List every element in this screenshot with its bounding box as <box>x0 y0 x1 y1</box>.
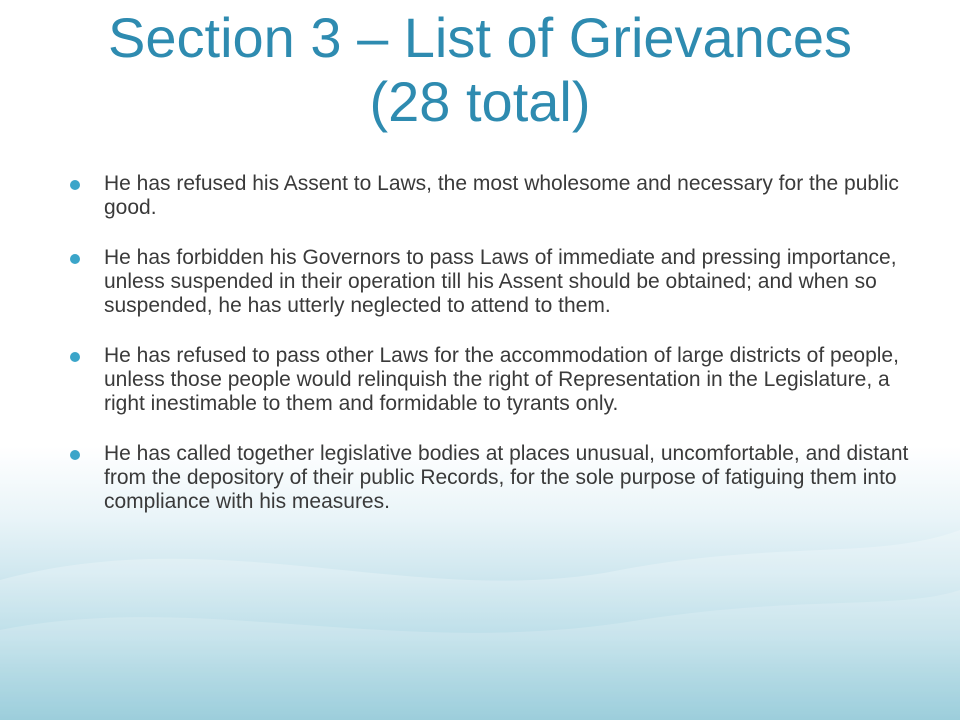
bullet-dot-icon <box>70 352 80 362</box>
bullet-dot-icon <box>70 254 80 264</box>
slide-title-line1: Section 3 – List of Grievances <box>108 6 852 69</box>
grievance-item-4 <box>70 442 910 514</box>
slide-title-line2: (28 total) <box>369 70 591 133</box>
bullet-dot-icon <box>70 180 80 190</box>
bullet-dot-icon <box>70 450 80 460</box>
grievance-text-4: He has called together legislative bodies at places unusual, uncomfortable, and distant from the depository of their public Records, for the sole purpose of fatiguing them into compliance with his measures. <box>104 442 909 513</box>
grievance-item-2 <box>70 246 910 318</box>
slide-title <box>40 6 920 134</box>
grievance-text-2: He has forbidden his Governors to pass Laws of immediate and pressing importance, unless suspended in their operation till his Assent should be obtained; and when so suspended, he has utterly neglected to attend to them. <box>104 246 897 317</box>
grievance-item-3 <box>70 344 910 416</box>
grievance-list <box>70 172 910 540</box>
grievance-text-1: He has refused his Assent to Laws, the most wholesome and necessary for the public good. <box>104 172 899 219</box>
grievance-text-3: He has refused to pass other Laws for the accommodation of large districts of people, unless those people would relinquish the right of Representation in the Legislature, a right inestimable to them and formidable to tyrants only. <box>104 344 899 415</box>
grievance-item-1 <box>70 172 910 220</box>
